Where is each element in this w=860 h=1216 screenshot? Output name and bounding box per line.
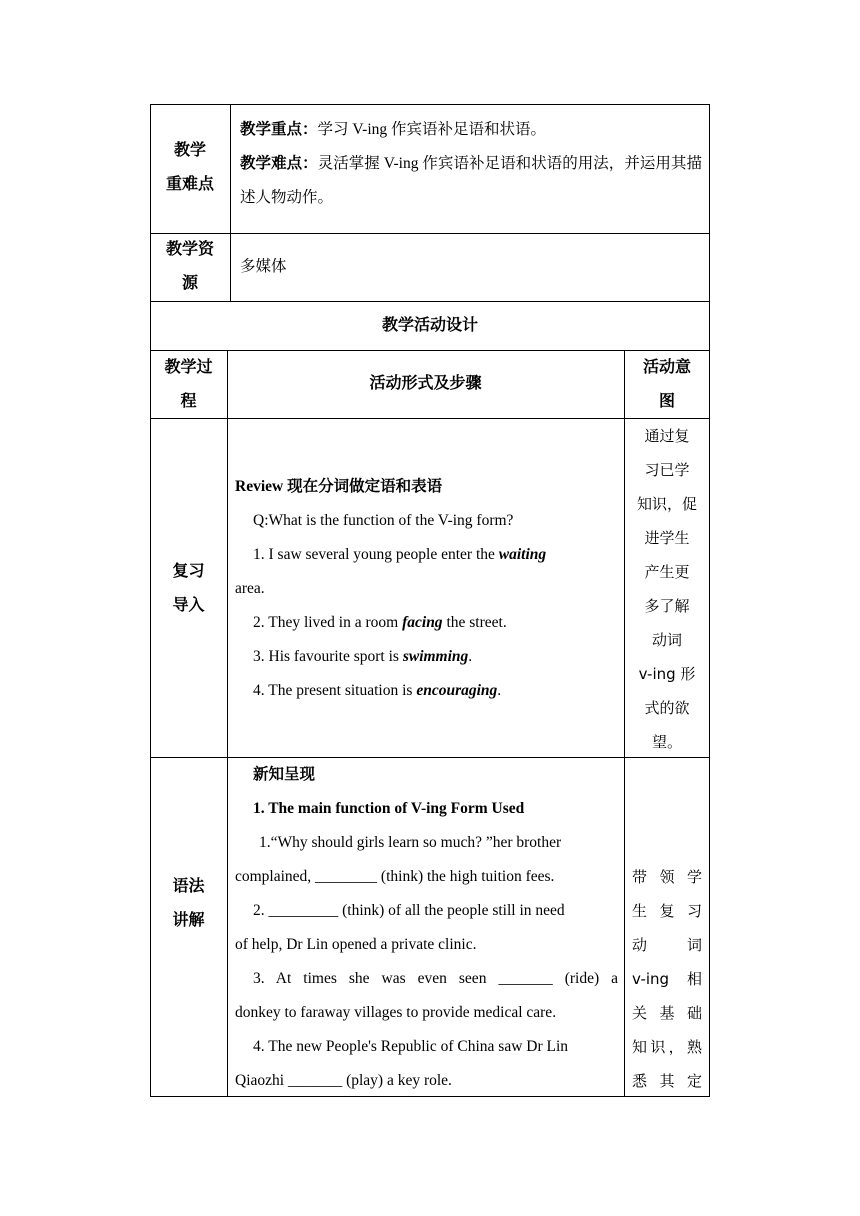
key-points-content: 教学重点：学习 V-ing 作宾语补足语和状语。 教学难点：灵活掌握 V-ing 作宾语补足语和状语的用法，并运用其描述人物动作。 bbox=[240, 121, 702, 206]
divider bbox=[230, 104, 231, 234]
grammar-content: 新知呈现 1. The main function of V-ing Form Used 1.“Why should girls learn so much? ”her brother complained, ________ (think) the high tuition fees. 2. _________ (think) of all the people still in need of help, Dr Lin opened a private clinic. 3. At times she was even seen _______ (ride) a donkey to faraway villages to provide medical care. 4. The new People's Republic of China saw Dr Lin Qiaozhi _______ (play) a key role. bbox=[235, 766, 618, 1089]
resources-value: 多媒体 bbox=[240, 258, 287, 275]
activity-design-title: 教学活动设计 bbox=[381, 317, 478, 334]
divider bbox=[624, 418, 625, 758]
review-content: Review 现在分词做定语和表语 Q:What is the function of the V-ing form? 1. I saw several young people enter the waiting area. 2. They lived in a room facing the street. 3. His favourite sport is swimming. 4. The present situation is encouraging. bbox=[235, 478, 547, 699]
divider bbox=[227, 757, 228, 1097]
row-resources bbox=[150, 233, 710, 302]
header-process: 教学过 程 bbox=[164, 359, 213, 410]
grammar-stage-label: 语法 讲解 bbox=[172, 878, 205, 929]
resources-label: 教学资 源 bbox=[165, 241, 214, 292]
divider bbox=[227, 418, 228, 758]
grammar-intent: 带 领 学 生 复 习 动 词 v-ing 相 关 基 础 知识，熟 悉 其 定 bbox=[632, 868, 702, 1090]
header-steps: 活动形式及步骤 bbox=[369, 375, 482, 392]
header-intent: 活动意 图 bbox=[642, 359, 691, 410]
divider bbox=[230, 233, 231, 302]
review-intent: 通过复 习已学 知识，促 进学生 产生更 多了解 动词 v-ing 形 式的欲 望。 bbox=[636, 427, 697, 751]
key-points-label: 教学 重难点 bbox=[165, 142, 214, 193]
review-stage-label: 复习 导入 bbox=[172, 563, 205, 614]
divider bbox=[624, 757, 625, 1097]
